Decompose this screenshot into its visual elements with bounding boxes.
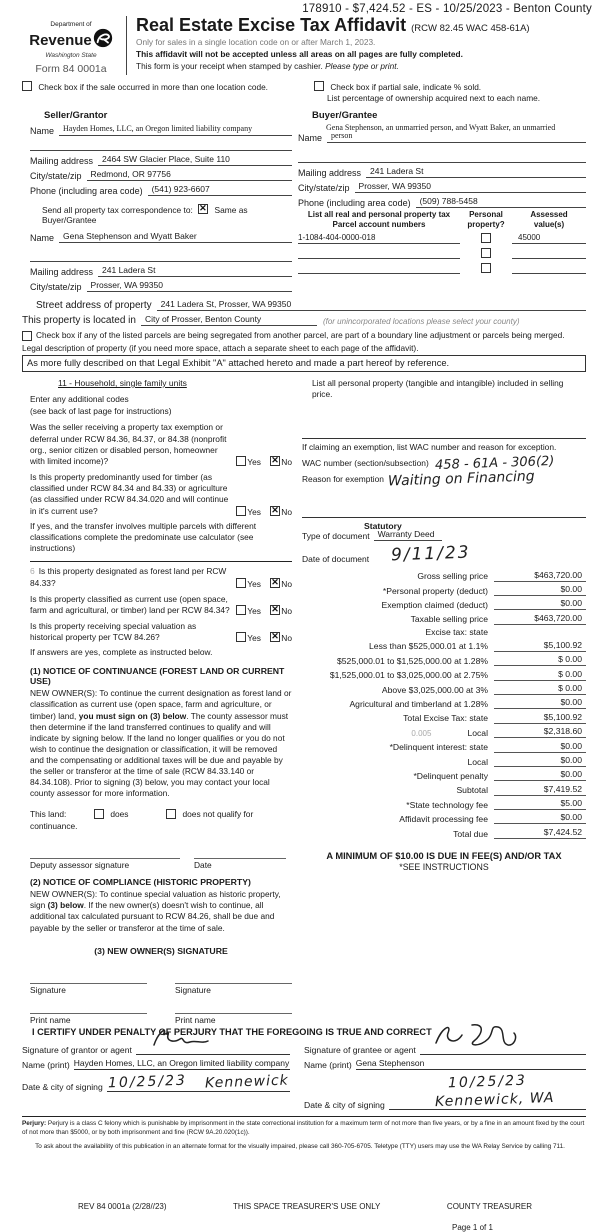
seller-mailing-label: Mailing address bbox=[30, 156, 94, 166]
buyer-mailing-label: Mailing address bbox=[298, 168, 362, 178]
grantor-signature-row bbox=[22, 1040, 290, 1055]
notice-compliance-title: (2) NOTICE OF COMPLIANCE (HISTORIC PROPERTY) bbox=[30, 877, 251, 888]
property-location-section bbox=[0, 299, 600, 372]
fee-row: $525,000.01 to $1,525,000.00 at 1.28% $ 0.00 bbox=[302, 654, 586, 666]
deputy-date-label: Date bbox=[194, 860, 212, 871]
buyer-name-label: Name bbox=[298, 133, 323, 143]
grantor-name-field[interactable]: Hayden Homes, LLC, an Oregon limited liability company bbox=[73, 1057, 290, 1068]
parcel-1-personal-property-checkbox[interactable] bbox=[481, 233, 491, 243]
fee-row: Taxable selling price $463,720.00 bbox=[302, 613, 586, 625]
alternate-format-note: To ask about the availability of this publication in an alternate format for the visually impaired, please call 360-705-6705. Teletype (TTY) users may use the WA Relay Service by calling 711. bbox=[35, 1143, 565, 1151]
perjury-notice: Perjury: Perjury is a class C felony which is punishable by imprisonment in the state correctional institution for a maximum term of not more than five years, or by a fine in an amount fixed by the court of not more than $5000, or by both imprisonment and fine (RCW 9A.20.020(1c)). bbox=[22, 1119, 585, 1136]
street-address-label: Street address of property bbox=[36, 300, 152, 311]
partial-sale-sublabel: List percentage of ownership acquired next to each name. bbox=[327, 93, 541, 103]
current-use-yes-checkbox[interactable] bbox=[236, 605, 246, 615]
buyer-phone-field[interactable]: (509) 788-5458 bbox=[416, 196, 586, 208]
fee-value-field[interactable]: $ 0.00 bbox=[494, 683, 586, 695]
segregated-parcels-checkbox[interactable] bbox=[22, 331, 32, 341]
see-instructions-note: *SEE INSTRUCTIONS bbox=[399, 861, 489, 872]
parcel-number-field[interactable]: 1-1084-404-0000-018 bbox=[298, 233, 460, 244]
fee-value-field[interactable]: $ 0.00 bbox=[494, 669, 586, 681]
this-land-label: This land: bbox=[30, 809, 67, 820]
exemption-reason-label: Reason for exemption bbox=[302, 473, 384, 484]
legal-description-field[interactable]: As more fully described on that Legal Exhibit "A" attached hereto and made a part hereof by reference. bbox=[22, 355, 586, 372]
land-does-not-checkbox[interactable] bbox=[166, 809, 176, 819]
located-in-note: (for unincorporated locations please select your county) bbox=[322, 317, 520, 326]
parcel-assessed-field[interactable] bbox=[512, 250, 586, 259]
parcel-row bbox=[298, 263, 586, 274]
header-note-2: This affidavit will not be accepted unless all areas on all pages are fully completed. bbox=[136, 48, 463, 59]
buyer-name-field[interactable]: person bbox=[327, 131, 586, 143]
partial-sale-label: Check box if partial sale, indicate % sold. bbox=[330, 82, 482, 92]
signature-label: Signature bbox=[30, 984, 66, 995]
grantee-date-label: Date & city of signing bbox=[304, 1099, 385, 1110]
parcel-number-field[interactable] bbox=[298, 248, 460, 259]
corr-name-field[interactable]: Gena Stephenson and Wyatt Baker bbox=[59, 231, 292, 243]
header-note-3: This form is your receipt when stamped by cashier. Please type or print. bbox=[136, 60, 399, 71]
grantor-date-field[interactable]: 10/25/23 Kennewick bbox=[107, 1072, 290, 1092]
footer-rev-number: REV 84 0001a (2/28//23) bbox=[78, 1202, 167, 1212]
q2-yes-checkbox[interactable] bbox=[236, 506, 246, 516]
land-use-code-field[interactable]: 11 - Household, single family units bbox=[58, 378, 187, 388]
grantee-signature-row bbox=[304, 1040, 586, 1055]
grantor-date-label: Date & city of signing bbox=[22, 1081, 103, 1092]
land-does-checkbox[interactable] bbox=[94, 809, 104, 819]
wac-number-row bbox=[302, 453, 586, 473]
seller-phone-field[interactable]: (541) 923-6607 bbox=[148, 184, 292, 196]
located-in-field[interactable]: City of Prosser, Benton County bbox=[141, 314, 317, 326]
street-address-field[interactable]: 241 Ladera St, Prosser, WA 99350 bbox=[157, 299, 586, 311]
fee-value-field[interactable]: $463,720.00 bbox=[494, 570, 586, 582]
question-timber-agriculture: Is this property predominantly used for timber (as classified under RCW 84.34 and 84.33) or agriculture (as classified under RCW 84.34.020 and will continue in it's current use? Yes ✕ No bbox=[30, 472, 292, 517]
seller-mailing-field[interactable]: 2464 SW Glacier Place, Suite 110 bbox=[98, 154, 292, 166]
forest-land-yes-checkbox[interactable] bbox=[236, 578, 246, 588]
grantee-date-row bbox=[304, 1073, 586, 1110]
corr-name-field-line2[interactable] bbox=[30, 250, 292, 262]
deputy-assessor-signature-label: Deputy assessor signature bbox=[30, 860, 130, 871]
fee-value-field[interactable]: $5,100.92 bbox=[494, 640, 586, 652]
new-owner-printname-2-field[interactable] bbox=[175, 1001, 292, 1014]
corr-mailing-field[interactable]: 241 Ladera St bbox=[98, 265, 292, 277]
historical-yes-checkbox[interactable] bbox=[236, 632, 246, 642]
statutory-overprint: Statutory bbox=[364, 520, 402, 531]
footer-county-treasurer: COUNTY TREASURER bbox=[446, 1202, 532, 1212]
minimum-due-note: A MINIMUM OF $10.00 IS DUE IN FEE(S) AND/OR TAX bbox=[326, 850, 562, 861]
main-two-column-section bbox=[0, 378, 600, 1025]
wac-number-field[interactable]: 458 - 61A - 306(2) bbox=[434, 453, 555, 473]
corr-name-label: Name bbox=[30, 233, 55, 243]
fee-value-field[interactable]: $0.00 bbox=[494, 598, 586, 610]
divider-line bbox=[302, 438, 586, 439]
new-owner-signature-2-field[interactable] bbox=[175, 971, 292, 984]
wac-number-label: WAC number (section/subsection) bbox=[302, 458, 429, 469]
seller-name-field-line2[interactable] bbox=[30, 139, 292, 151]
fee-value-field[interactable]: $2,318.60 bbox=[494, 726, 586, 738]
form-number: Form 84 0001a bbox=[35, 63, 107, 75]
deputy-assessor-row bbox=[30, 846, 292, 870]
corr-citystate-label: City/state/zip bbox=[30, 282, 82, 292]
corr-citystate-field[interactable]: Prosser, WA 99350 bbox=[87, 280, 292, 292]
question-forest-land: 6 Is this property designated as forest land per RCW 84.33? Yes ✕ No bbox=[30, 566, 292, 588]
exemption-reason-row bbox=[302, 467, 586, 490]
receipt-stamp-line: 178910 - $7,424.52 - ES - 10/25/2023 - Benton County bbox=[302, 3, 592, 15]
parcel-assessed-field[interactable]: 45000 bbox=[512, 233, 586, 244]
fee-value-field bbox=[494, 628, 586, 637]
seller-heading: Seller/Grantor bbox=[44, 110, 108, 121]
print-name-label: Print name bbox=[30, 1014, 71, 1025]
new-owner-printname-1-field[interactable] bbox=[30, 1001, 147, 1014]
if-answers-note: If answers are yes, complete as instructed below. bbox=[30, 647, 213, 658]
new-owner-signature-1-field[interactable] bbox=[30, 971, 147, 984]
washington-state-label: Washington State bbox=[45, 52, 97, 59]
new-owner-signature-row bbox=[30, 971, 292, 995]
continuance-label: continuance. bbox=[30, 821, 78, 832]
segregated-parcels-label: Check box if any of the listed parcels are being segregated from another parcel, are part of a boundary line adjustment or parcels being merged. bbox=[36, 330, 565, 340]
parcel-row bbox=[298, 248, 586, 259]
seller-grantor-column bbox=[0, 110, 292, 292]
grantor-date-row bbox=[22, 1073, 290, 1092]
print-name-label: Print name bbox=[175, 1014, 216, 1025]
buyer-citystate-label: City/state/zip bbox=[298, 183, 350, 193]
parcel-table bbox=[298, 210, 586, 274]
question-exemption-deferral: Was the seller receiving a property tax exemption or deferral under RCW 84.36, 84.37, or 84.38 (nonprofit org., senior citizen or disabled person, homeowner with limited income)? Yes ✕ No bbox=[30, 422, 292, 467]
document-type-label: Type of document bbox=[302, 530, 370, 541]
question-historical-property: Is this property receiving special valuation as historical property per TCW 84.26? Yes ✕ No bbox=[30, 621, 292, 643]
notice-compliance-body: NEW OWNER(S): To continue special valuation as historic property, sign (3) below. If the new owner(s) doesn't wish to continue, all additional tax calculated pursuant to RCW 84.26, shall be due and payable by the seller or transferor at the time of sale. bbox=[30, 889, 281, 933]
buyer-heading: Buyer/Grantee bbox=[312, 110, 378, 121]
grantee-name-label: Name (print) bbox=[304, 1059, 352, 1070]
additional-codes-label: Enter any additional codes bbox=[30, 394, 129, 404]
grantor-signature-label: Signature of grantor or agent bbox=[22, 1044, 132, 1055]
fee-row: 0.005 Local $2,318.60 bbox=[302, 726, 586, 738]
document-type-row bbox=[302, 529, 586, 541]
dept-of-label: Department of bbox=[50, 21, 92, 28]
grantor-signature-field[interactable] bbox=[136, 1040, 290, 1055]
section-divider bbox=[30, 561, 292, 562]
fee-value-field[interactable]: $463,720.00 bbox=[494, 613, 586, 625]
fee-value-field[interactable]: $5.00 bbox=[494, 798, 586, 810]
fee-row: Exemption claimed (deduct) $0.00 bbox=[302, 598, 586, 610]
located-in-label: This property is located in bbox=[22, 315, 136, 326]
fee-value-field[interactable]: $0.00 bbox=[494, 741, 586, 753]
new-owner-printname-row bbox=[30, 1001, 292, 1025]
notice-continuance-title: (1) NOTICE OF CONTINUANCE (FOREST LAND OR CURRENT USE) bbox=[30, 665, 285, 687]
seller-name-label: Name bbox=[30, 126, 55, 136]
fee-row: Excise tax: state bbox=[302, 627, 586, 637]
fee-row: Less than $525,000.01 at 1.1% $5,100.92 bbox=[302, 640, 586, 652]
form-rcw-reference: (RCW 82.45 WAC 458-61A) bbox=[411, 23, 530, 34]
q1-no-checkbox[interactable] bbox=[270, 456, 280, 466]
seller-citystate-field[interactable]: Redmond, OR 97756 bbox=[87, 169, 292, 181]
fee-value-field[interactable]: $ 0.00 bbox=[494, 654, 586, 666]
dor-swirl-logo-icon bbox=[93, 28, 113, 52]
fee-row: Gross selling price $463,720.00 bbox=[302, 570, 586, 582]
fee-row: Affidavit processing fee $0.00 bbox=[302, 812, 586, 824]
fee-value-field[interactable]: $7,424.52 bbox=[494, 827, 586, 839]
grantee-date-field[interactable]: 10/25/23 Kennewick, WA bbox=[389, 1073, 586, 1110]
parcel-3-personal-property-checkbox[interactable] bbox=[481, 263, 491, 273]
document-date-label: Date of document bbox=[302, 553, 370, 564]
buyer-name-line1: Gena Stephenson, an unmarried person, and Wyatt Baker, an unmarried bbox=[326, 123, 556, 132]
signature-label: Signature bbox=[175, 984, 211, 995]
form-title: Real Estate Excise Tax Affidavit (RCW 82.45 WAC 458-61A) bbox=[136, 15, 530, 35]
multiple-location-code-checkbox[interactable] bbox=[22, 81, 32, 91]
grantee-signature-label: Signature of grantee or agent bbox=[304, 1044, 416, 1055]
buyer-phone-label: Phone (including area code) bbox=[298, 198, 411, 208]
fee-row: Total due $7,424.52 bbox=[302, 827, 586, 839]
fee-value-field[interactable]: $0.00 bbox=[494, 755, 586, 767]
exemption-reason-field[interactable]: Waiting on Financing bbox=[387, 467, 535, 490]
q1-yes-checkbox[interactable] bbox=[236, 456, 246, 466]
fee-value-field[interactable]: $0.00 bbox=[494, 769, 586, 781]
land-does-not-label: does not qualify for bbox=[182, 809, 254, 820]
excise-tax-table bbox=[302, 570, 586, 839]
fee-row: *Delinquent interest: state $0.00 bbox=[302, 741, 586, 753]
footer-row bbox=[0, 1202, 600, 1211]
fee-row: *Personal property (deduct) $0.00 bbox=[302, 584, 586, 596]
page-number: Page 1 of 1 bbox=[452, 1223, 493, 1232]
parcel-row bbox=[298, 233, 586, 244]
document-type-field[interactable]: Warranty Deed bbox=[374, 529, 443, 541]
fee-value-field[interactable]: $7,419.52 bbox=[494, 784, 586, 796]
grantee-signature-image bbox=[428, 1021, 558, 1056]
parcel-number-field[interactable] bbox=[298, 263, 460, 274]
land-qualify-row bbox=[30, 809, 292, 819]
classification-column bbox=[0, 378, 292, 1025]
seller-citystate-label: City/state/zip bbox=[30, 171, 82, 181]
fee-row: Local $0.00 bbox=[302, 755, 586, 767]
fee-value-field[interactable]: $0.00 bbox=[494, 697, 586, 709]
exemption-note: If claiming an exemption, list WAC number and reason for exception. bbox=[302, 442, 557, 453]
personal-property-note: List all personal property (tangible and intangible) included in selling price. bbox=[312, 378, 564, 400]
fee-row: $1,525,000.01 to $3,025,000.00 at 2.75% $ 0.00 bbox=[302, 669, 586, 681]
correspondence-label: Send all property tax correspondence to: bbox=[42, 205, 193, 215]
revenue-wordmark: Revenue bbox=[29, 31, 92, 49]
historical-no-checkbox[interactable] bbox=[270, 632, 280, 642]
parcel-2-personal-property-checkbox[interactable] bbox=[481, 248, 491, 258]
fee-row: Agricultural and timberland at 1.28% $0.00 bbox=[302, 697, 586, 709]
partial-sale-checkbox[interactable] bbox=[314, 81, 324, 91]
same-as-buyer-label: Same as Buyer/Grantee bbox=[42, 205, 248, 225]
tax-column bbox=[292, 378, 600, 1025]
corr-mailing-label: Mailing address bbox=[30, 267, 94, 277]
local-rate-note: 0.005 bbox=[411, 729, 432, 739]
document-date-field[interactable]: 9/11/23 bbox=[390, 542, 471, 565]
grantor-signature-image bbox=[144, 1025, 240, 1056]
correspondence-row bbox=[42, 204, 292, 225]
certify-title: I CERTIFY UNDER PENALTY OF PERJURY THAT THE FOREGOING IS TRUE AND CORRECT bbox=[32, 1026, 432, 1037]
same-as-buyer-checkbox[interactable] bbox=[198, 204, 208, 214]
parcel-table-header: List all real and personal property tax Parcel account numbers Personal property? Assessed value(s) bbox=[307, 210, 568, 229]
grantor-name-row bbox=[22, 1058, 290, 1070]
fee-row: *Delinquent penalty $0.00 bbox=[302, 769, 586, 781]
fee-value-field[interactable]: $0.00 bbox=[494, 584, 586, 596]
fee-row: *State technology fee $5.00 bbox=[302, 798, 586, 810]
footer-treasurer-space: THIS SPACE TREASURER'S USE ONLY bbox=[233, 1202, 381, 1212]
question-current-use: Is this property classified as current use (open space, farm and agricultural, or timber) land per RCW 84.34? Yes ✕ No bbox=[30, 594, 292, 616]
fee-row: Total Excise Tax: state $5,100.92 bbox=[302, 712, 586, 724]
parties-section bbox=[0, 110, 600, 292]
fee-value-field[interactable]: $0.00 bbox=[494, 812, 586, 824]
title-block bbox=[126, 16, 590, 75]
fee-value-field[interactable]: $5,100.92 bbox=[494, 712, 586, 724]
legal-description-label: Legal description of property (if you need more space, attach a separate sheet to each page of the affidavit). bbox=[22, 343, 419, 353]
notice-continuance-body: NEW OWNER(S): To continue the current designation as forest land or classification as current use (open space, farm and agriculture, or timber) land, you must sign on (3) below. The county assessor must then determine if the land transferred continues to qualify and will indicate by signing below. If the land no longer qualifies or you do not wish to continue the designation or classification, it will be removed and the compensating or additional taxes will be due and payable by the seller or transferor at the time of sale (RCW 84.33.140 or 84.34.108). Prior to signing (3) below, you may contact your local county assessor for more information. bbox=[30, 688, 292, 799]
grantee-signature-field[interactable] bbox=[420, 1040, 586, 1055]
grantee-name-row bbox=[304, 1058, 586, 1070]
divider-line bbox=[302, 517, 586, 518]
header-note-1: Only for sales in a single location code on or after March 1, 2023. bbox=[136, 36, 376, 47]
new-owner-signature-title: (3) NEW OWNER(S) SIGNATURE bbox=[94, 945, 228, 956]
predominate-use-note: If yes, and the transfer involves multiple parcels with different classifications complete the predominate use calculator (see instructions) bbox=[30, 520, 257, 554]
deputy-assessor-signature-field[interactable] bbox=[30, 846, 180, 859]
dor-logo-block bbox=[20, 16, 122, 75]
multiple-location-code-label: Check box if the sale occurred in more than one location code. bbox=[38, 82, 268, 92]
current-use-no-checkbox[interactable] bbox=[270, 605, 280, 615]
forest-land-no-checkbox[interactable] bbox=[270, 578, 280, 588]
land-does-label: does bbox=[110, 809, 129, 820]
form-header bbox=[20, 16, 590, 75]
buyer-name-field-line2[interactable] bbox=[298, 151, 586, 163]
additional-codes-note: (see back of last page for instructions) bbox=[30, 406, 172, 417]
buyer-grantee-column bbox=[292, 110, 600, 292]
certification-section bbox=[0, 1027, 600, 1117]
parcel-assessed-field[interactable] bbox=[512, 265, 586, 274]
buyer-citystate-field[interactable]: Prosser, WA 99350 bbox=[355, 181, 586, 193]
seller-phone-label: Phone (including area code) bbox=[30, 186, 143, 196]
seller-name-field[interactable]: Hayden Homes, LLC, an Oregon limited liability company bbox=[59, 124, 292, 136]
buyer-mailing-field[interactable]: 241 Ladera St bbox=[366, 166, 586, 178]
fee-row: Subtotal $7,419.52 bbox=[302, 784, 586, 796]
fee-row: Above $3,025,000.00 at 3% $ 0.00 bbox=[302, 683, 586, 695]
grantee-name-field[interactable]: Gena Stephenson bbox=[356, 1058, 586, 1070]
deputy-date-field[interactable] bbox=[194, 846, 286, 859]
document-date-row bbox=[302, 544, 586, 564]
q2-no-checkbox[interactable] bbox=[270, 506, 280, 516]
grantor-name-label: Name (print) bbox=[22, 1059, 70, 1070]
top-checkbox-row bbox=[22, 81, 590, 103]
